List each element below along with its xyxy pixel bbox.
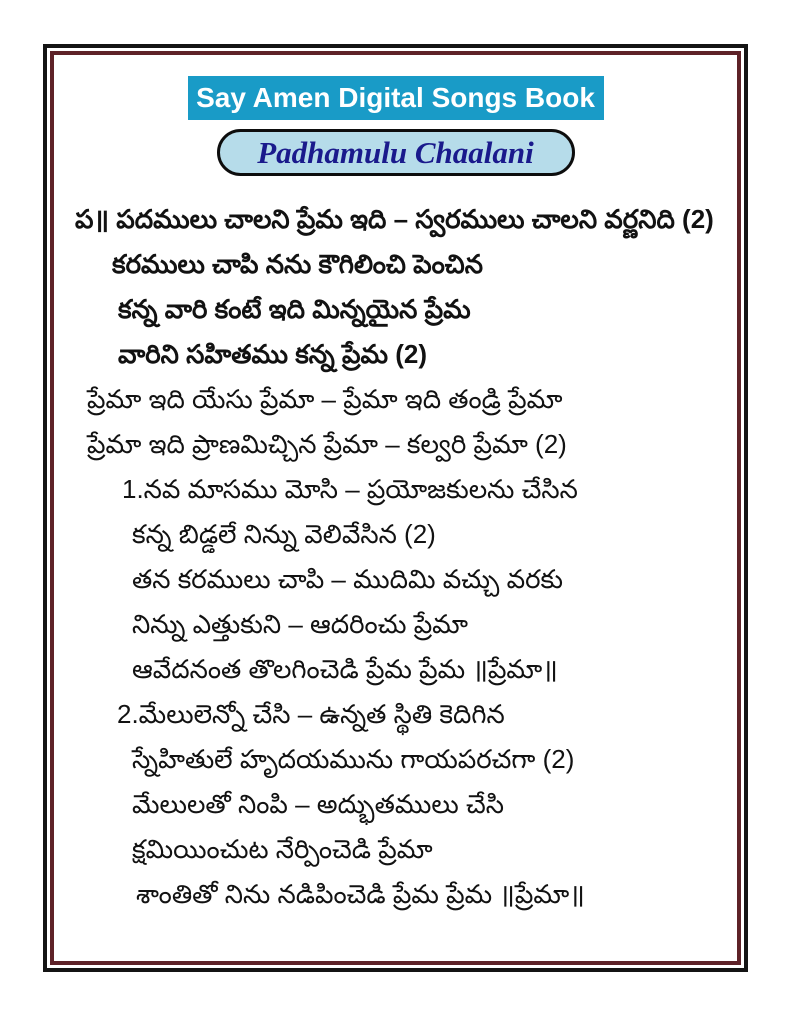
lyric-line-chorus: ప్రేమా ఇది ప్రాణమిచ్చిన ప్రేమా – కల్వరి ప్రేమా (2) bbox=[87, 429, 567, 459]
lyrics-block bbox=[54, 197, 737, 917]
lyric-line: స్నేహితులే హృదయమును గాయపరచగా (2) bbox=[132, 744, 575, 774]
lyric-line: వారిని సహితము కన్న ప్రేమ (2) bbox=[118, 339, 427, 369]
lyric-line: కన్న వారి కంటే ఇది మిన్నయైన ప్రేమ bbox=[118, 294, 471, 324]
lyric-line: మేలులతో నింపి – అద్భుతములు చేసి bbox=[132, 789, 504, 819]
lyric-line-pallavi: ప॥ పదములు చాలని ప్రేమ ఇది – స్వరములు చాలని వర్ణనిది (2) bbox=[75, 204, 714, 234]
lyric-line: క్షమియించుట నేర్పించెడి ప్రేమా bbox=[132, 834, 433, 864]
lyric-line: ఆవేదనంత తొలగించెడి ప్రేమ ప్రేమ ॥ప్రేమా॥ bbox=[132, 654, 558, 684]
lyric-line-verse2: 2.మేలులెన్నో చేసి – ఉన్నత స్థితి కెదిగిన bbox=[117, 699, 505, 729]
book-title-banner: Say Amen Digital Songs Book bbox=[188, 76, 604, 120]
lyric-line: శాంతితో నిను నడిపించెడి ప్రేమ ప్రేమ ॥ప్రేమా॥ bbox=[136, 879, 585, 909]
lyric-line: కరములు చాపి నను కౌగిలించి పెంచిన bbox=[112, 249, 483, 279]
page-outer-border bbox=[43, 44, 748, 972]
lyric-line-verse1: 1.నవ మాసము మోసి – ప్రయోజకులను చేసిన bbox=[122, 474, 578, 504]
lyric-line: తన కరములు చాపి – ముదిమి వచ్చు వరకు bbox=[132, 564, 564, 594]
lyric-line-chorus: ప్రేమా ఇది యేసు ప్రేమా – ప్రేమా ఇది తండ్రి ప్రేమా bbox=[87, 384, 563, 414]
lyric-line: నిన్ను ఎత్తుకుని – ఆదరించు ప్రేమా bbox=[132, 609, 469, 639]
song-title-pill: Padhamulu Chaalani bbox=[217, 129, 575, 176]
page-inner-border bbox=[50, 51, 741, 965]
lyric-line: కన్న బిడ్డలే నిన్ను వెలివేసిన (2) bbox=[132, 519, 436, 549]
